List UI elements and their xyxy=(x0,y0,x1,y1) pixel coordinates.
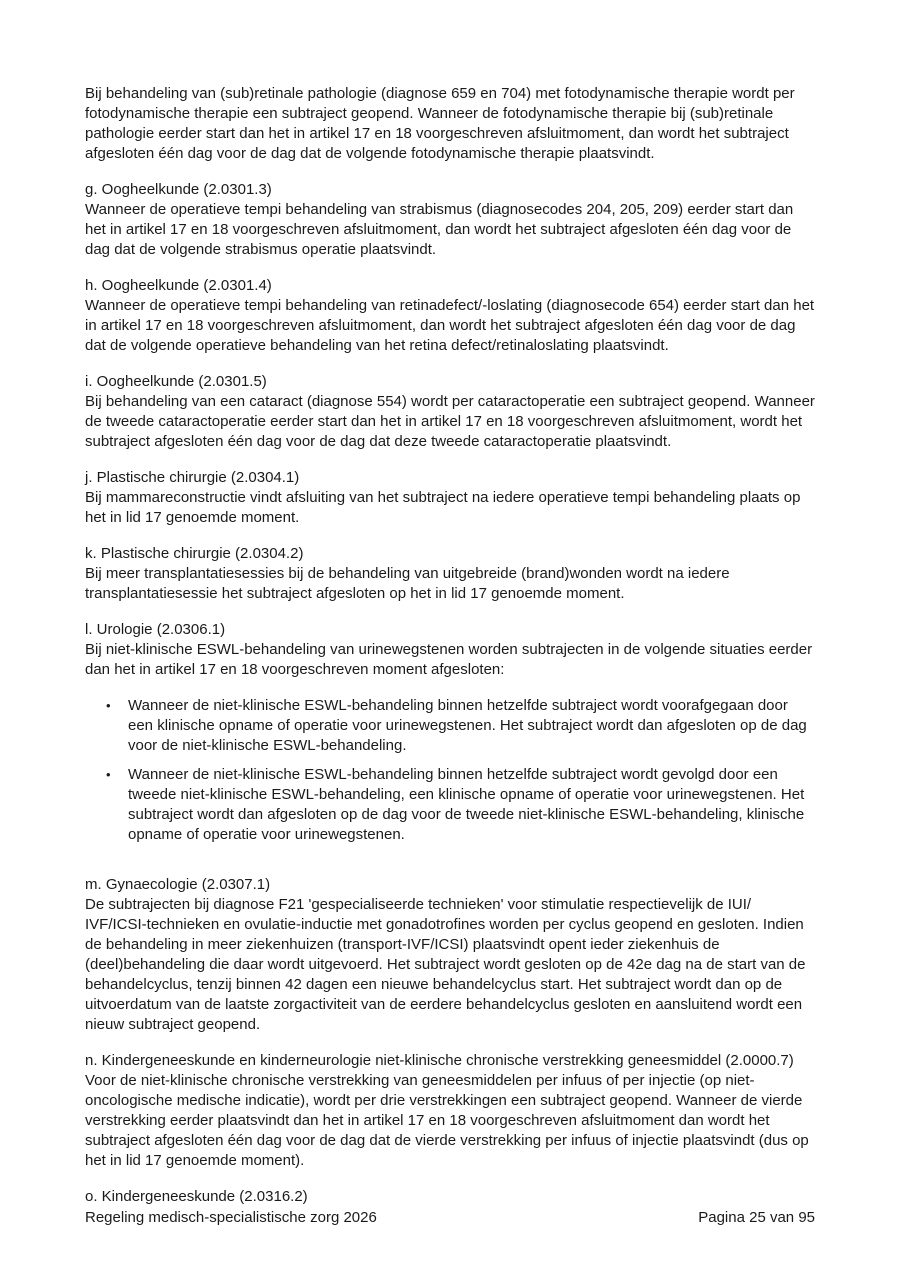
bullet-list xyxy=(85,696,816,845)
section-k-body: Bij meer transplantatiesessies bij de behandeling van uitgebreide (brand)wonden wordt na iedere transplantatiesessie het subtraject afgesloten op het in lid 17 genoemde moment. xyxy=(85,565,730,602)
section-m xyxy=(85,875,816,1035)
section-i xyxy=(85,372,816,452)
section-g-heading: g. Oogheelkunde (2.0301.3) xyxy=(85,181,272,198)
section-n-heading: n. Kindergeneeskunde en kinderneurologie niet-klinische chronische verstrekking geneesmiddel (2.0000.7) xyxy=(85,1052,794,1069)
section-o-heading: o. Kindergeneeskunde (2.0316.2) xyxy=(85,1188,308,1205)
section-l-body: Bij niet-klinische ESWL-behandeling van urinewegstenen worden subtrajecten in de volgende situaties eerder dan het in artikel 17 en 18 voorgeschreven moment afgesloten: xyxy=(85,641,813,678)
section-i-body: Bij behandeling van een cataract (diagnose 554) wordt per cataractoperatie een subtraject geopend. Wanneer de tweede cataractoperatie eerder start dan het in artikel 17 en 18 voorgeschreven afsluitmoment, wordt het subtraject afgesloten één dag voor de dag dat deze tweede cataractoperatie plaatsvindt. xyxy=(85,393,815,450)
footer-page-number: Pagina 25 van 95 xyxy=(698,1209,815,1226)
section-j-heading: j. Plastische chirurgie (2.0304.1) xyxy=(85,469,300,486)
list-item-text: Wanneer de niet-klinische ESWL-behandeling binnen hetzelfde subtraject wordt voorafgegaan door een klinische opname of operatie voor urinewegstenen. Het subtraject wordt dan afgesloten op de dag voor de niet-klinische ESWL-behandeling. xyxy=(128,697,807,754)
list-item xyxy=(85,765,816,845)
section-l xyxy=(85,620,816,680)
bullet-icon: • xyxy=(106,698,111,713)
section-k-heading: k. Plastische chirurgie (2.0304.2) xyxy=(85,545,304,562)
section-g xyxy=(85,180,816,260)
list-item-text: Wanneer de niet-klinische ESWL-behandeling binnen hetzelfde subtraject wordt gevolgd door een tweede niet-klinische ESWL-behandeling, een klinische opname of operatie voor urinewegstenen. Het subtraject wordt dan afgesloten op de dag voor de tweede niet-klinische ESWL-behandeling, klinische opname of operatie voor urinewegstenen. xyxy=(128,766,805,843)
section-o xyxy=(85,1187,816,1207)
section-n-body: Voor de niet-klinische chronische verstrekking van geneesmiddelen per infuus of per injectie (op niet-oncologische medische indicatie), wordt per drie verstrekkingen een subtraject geopend. Wanneer de vierde verstrekking eerder plaatsvindt dan het in artikel 17 en 18 voorgeschreven afsluitmoment dan wordt het subtraject afgesloten één dag voor de dag dat de vierde verstrekking per infuus of injectie plaatsvindt (dus op het in lid 17 genoemde moment). xyxy=(85,1072,809,1169)
section-m-body: De subtrajecten bij diagnose F21 'gespecialiseerde technieken' voor stimulatie respectievelijk de IUI/ IVF/ICSI-technieken en ovulatie-inductie met gonadotrofines worden per cyclus geopend en gesloten. Indien de behandeling in meer ziekenhuizen (transport-IVF/ICSI) plaatsvindt opent ieder ziekenhuis de (deel)behandeling die daar wordt uitgevoerd. Het subtraject wordt gesloten op de 42e dag na de start van de behandelcyclus, tenzij binnen 42 dagen een nieuwe behandelcyclus start. Het subtraject wordt dan op de uitvoerdatum van de laatste zorgactiviteit van de eerdere behandelcyclus gesloten en aansluitend wordt een nieuw subtraject geopend. xyxy=(85,896,806,1033)
section-j-body: Bij mammareconstructie vindt afsluiting van het subtraject na iedere operatieve tempi behandeling plaats op het in lid 17 genoemde moment. xyxy=(85,489,801,526)
bullet-icon: • xyxy=(106,767,111,782)
section-m-heading: m. Gynaecologie (2.0307.1) xyxy=(85,876,271,893)
paragraph-intro: Bij behandeling van (sub)retinale pathologie (diagnose 659 en 704) met fotodynamische therapie wordt per fotodynamische therapie een subtraject geopend. Wanneer de fotodynamische therapie bij (sub)retinale pathologie eerder start dan het in artikel 17 en 18 voorgeschreven afsluitmoment, dan wordt het subtraject afgesloten één dag voor de dag dat de volgende fotodynamische therapie plaatsvindt. xyxy=(85,85,795,162)
section-k xyxy=(85,544,816,604)
section-n xyxy=(85,1051,816,1171)
list-item xyxy=(85,696,816,756)
footer-document-title: Regeling medisch-specialistische zorg 2026 xyxy=(85,1209,377,1226)
section-h xyxy=(85,276,816,356)
section-g-body: Wanneer de operatieve tempi behandeling van strabismus (diagnosecodes 204, 205, 209) eerder start dan het in artikel 17 en 18 voorgeschreven afsluitmoment, dan wordt het subtraject afgesloten één dag voor de dag dat de volgende strabismus operatie plaatsvindt. xyxy=(85,201,794,258)
page-footer xyxy=(85,1208,815,1228)
page-content xyxy=(85,84,816,1223)
section-h-heading: h. Oogheelkunde (2.0301.4) xyxy=(85,277,272,294)
section-i-heading: i. Oogheelkunde (2.0301.5) xyxy=(85,373,267,390)
section-j xyxy=(85,468,816,528)
section-l-heading: l. Urologie (2.0306.1) xyxy=(85,621,226,638)
section-h-body: Wanneer de operatieve tempi behandeling van retinadefect/-loslating (diagnosecode 654) eerder start dan het in artikel 17 en 18 voorgeschreven afsluitmoment, dan wordt het subtraject afgesloten één dag voor de dag dat de volgende operatieve behandeling van het retina defect/retinaloslating plaatsvindt. xyxy=(85,297,815,354)
